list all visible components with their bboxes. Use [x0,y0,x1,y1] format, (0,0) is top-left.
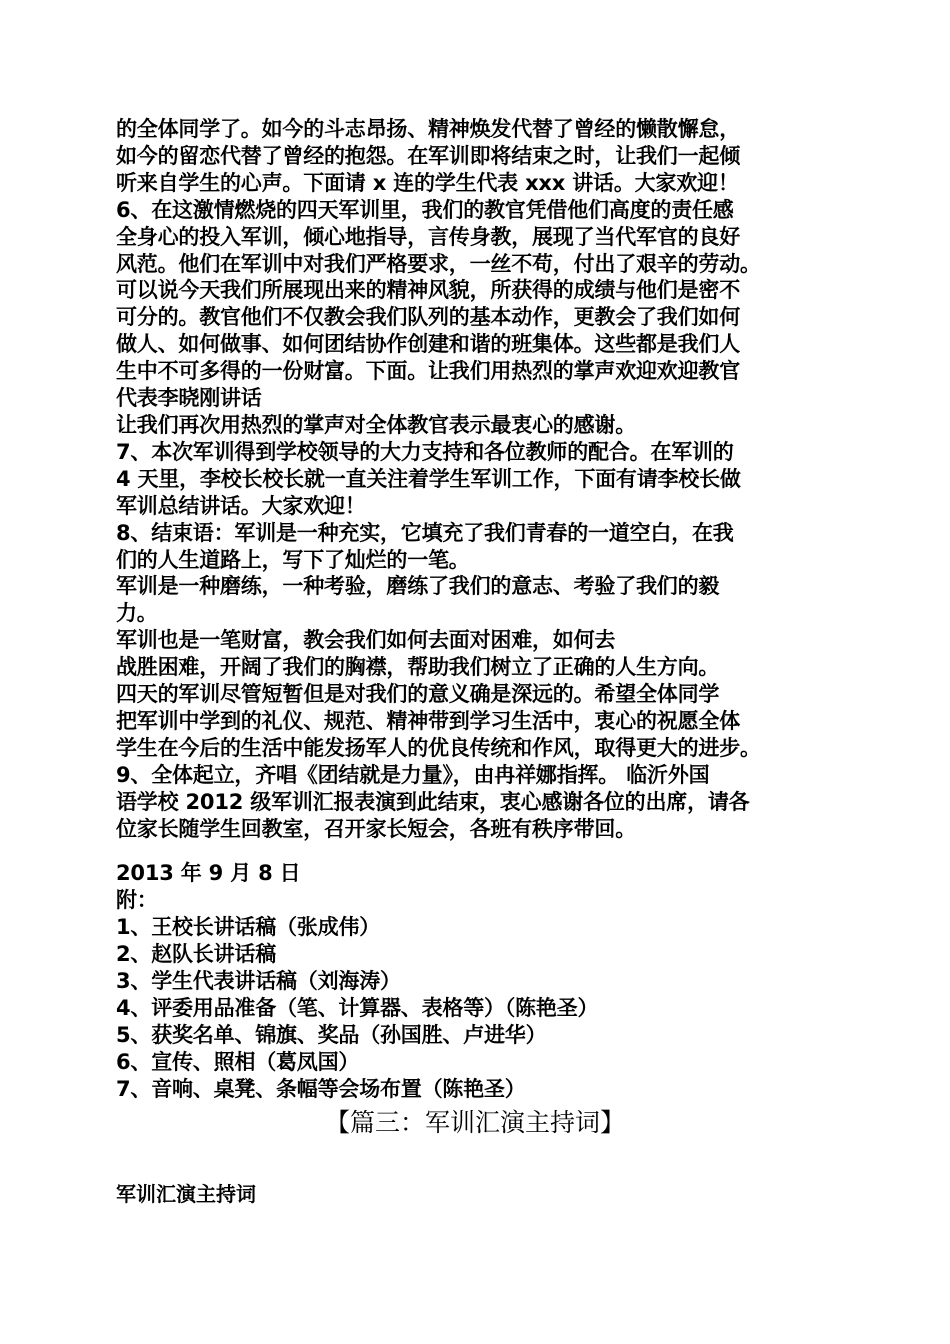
sub-heading: 军训汇演主持词 [116,1182,256,1206]
paragraph-line: 让我们再次用热烈的掌声对全体教官表示最衷心的感谢。 [116,412,636,437]
paragraph-line: 的全体同学了。如今的斗志昂扬、精神焕发代替了曾经的懒散懈怠， [116,117,740,141]
paragraph-line: 四天的军训尽管短暂但是对我们的意义确是深远的。希望全体同学 [116,682,720,707]
paragraph-line: 军训是一种磨练，一种考验，磨练了我们的意志、考验了我们的毅 [116,574,720,599]
paragraph-line: 可分的。教官他们不仅教会我们队列的基本动作，更教会了我们如何 [116,305,740,330]
list-item: 2、赵队长讲话稿 [116,942,277,966]
paragraph-line: 如今的留恋代替了曾经的抱怨。在军训即将结束之时，让我们一起倾 [116,143,740,168]
paragraph-line: 风范。他们在军训中对我们严格要求，一丝不苟，付出了艰辛的劳动。 [116,251,761,276]
paragraph-line: 力。 [116,601,158,626]
paragraph-line: 全身心的投入军训，倾心地指导，言传身教，展现了当代军官的良好 [116,224,740,249]
list-item: 6、宣传、照相（葛凤国） [116,1050,360,1074]
list-item: 3、学生代表讲话稿（刘海涛） [116,969,401,993]
paragraph-line: 战胜困难，开阔了我们的胸襟，帮助我们树立了正确的人生方向。 [116,655,720,680]
paragraph-line: 做人、如何做事、如何团结协作创建和谐的班集体。这些都是我们人 [116,332,740,357]
paragraph-line: 们的人生道路上，写下了灿烂的一笔。 [116,547,470,572]
paragraph-line: 军训也是一笔财富，教会我们如何去面对困难，如何去 [116,628,616,653]
appendix-label: 附： [116,888,158,912]
list-item: 7、音响、桌凳、条幅等会场布置（陈艳圣） [116,1077,526,1101]
paragraph-line: 语学校 2012 级军训汇报表演到此结束，衷心感谢各位的出席，请各 [116,789,750,814]
paragraph-line: 6、在这激情燃烧的四天军训里，我们的教官凭借他们高度的责任感 [116,197,734,222]
paragraph-line: 9、全体起立，齐唱《团结就是力量》，由冉祥娜指挥。 临沂外国 [116,762,710,787]
paragraph-line: 4 天里，李校长校长就一直关注着学生军训工作，下面有请李校长做 [116,466,741,491]
paragraph-line: 把军训中学到的礼仪、规范、精神带到学习生活中，衷心的祝愿全体 [116,708,740,733]
paragraph-line: 位家长随学生回教室，召开家长短会，各班有秩序带回。 [116,816,636,841]
paragraph-line: 7、本次军训得到学校领导的大力支持和各位教师的配合。在军训的 [116,439,734,464]
list-item: 1、王校长讲话稿（张成伟） [116,915,381,939]
paragraph-line: 代表李晓刚讲话 [116,386,262,411]
paragraph-line: 可以说今天我们所展现出来的精神风貌，所获得的成绩与他们是密不 [116,278,740,303]
appendix-list [116,860,856,1103]
paragraph-line: 学生在今后的生活中能发扬军人的优良传统和作风，取得更大的进步。 [116,735,761,760]
paragraph-line: 听来自学生的心声。下面请 x 连的学生代表 xxx 讲话。大家欢迎！ [116,170,739,195]
speech-body [116,116,856,842]
list-item: 4、评委用品准备（笔、计算器、表格等）（陈艳圣） [116,996,599,1020]
paragraph-line: 军训总结讲话。大家欢迎！ [116,493,366,518]
paragraph-line: 生中不可多得的一份财富。下面。让我们用热烈的掌声欢迎欢迎教官 [116,359,740,384]
paragraph-line: 8、结束语：军训是一种充实，它填充了我们青春的一道空白，在我 [116,520,734,545]
section-title: 【篇三：军训汇演主持词】 [324,1108,625,1137]
list-item: 5、获奖名单、锦旗、奖品（孙国胜、卢进华） [116,1023,547,1047]
date-line: 2013 年 9 月 8 日 [116,861,301,885]
